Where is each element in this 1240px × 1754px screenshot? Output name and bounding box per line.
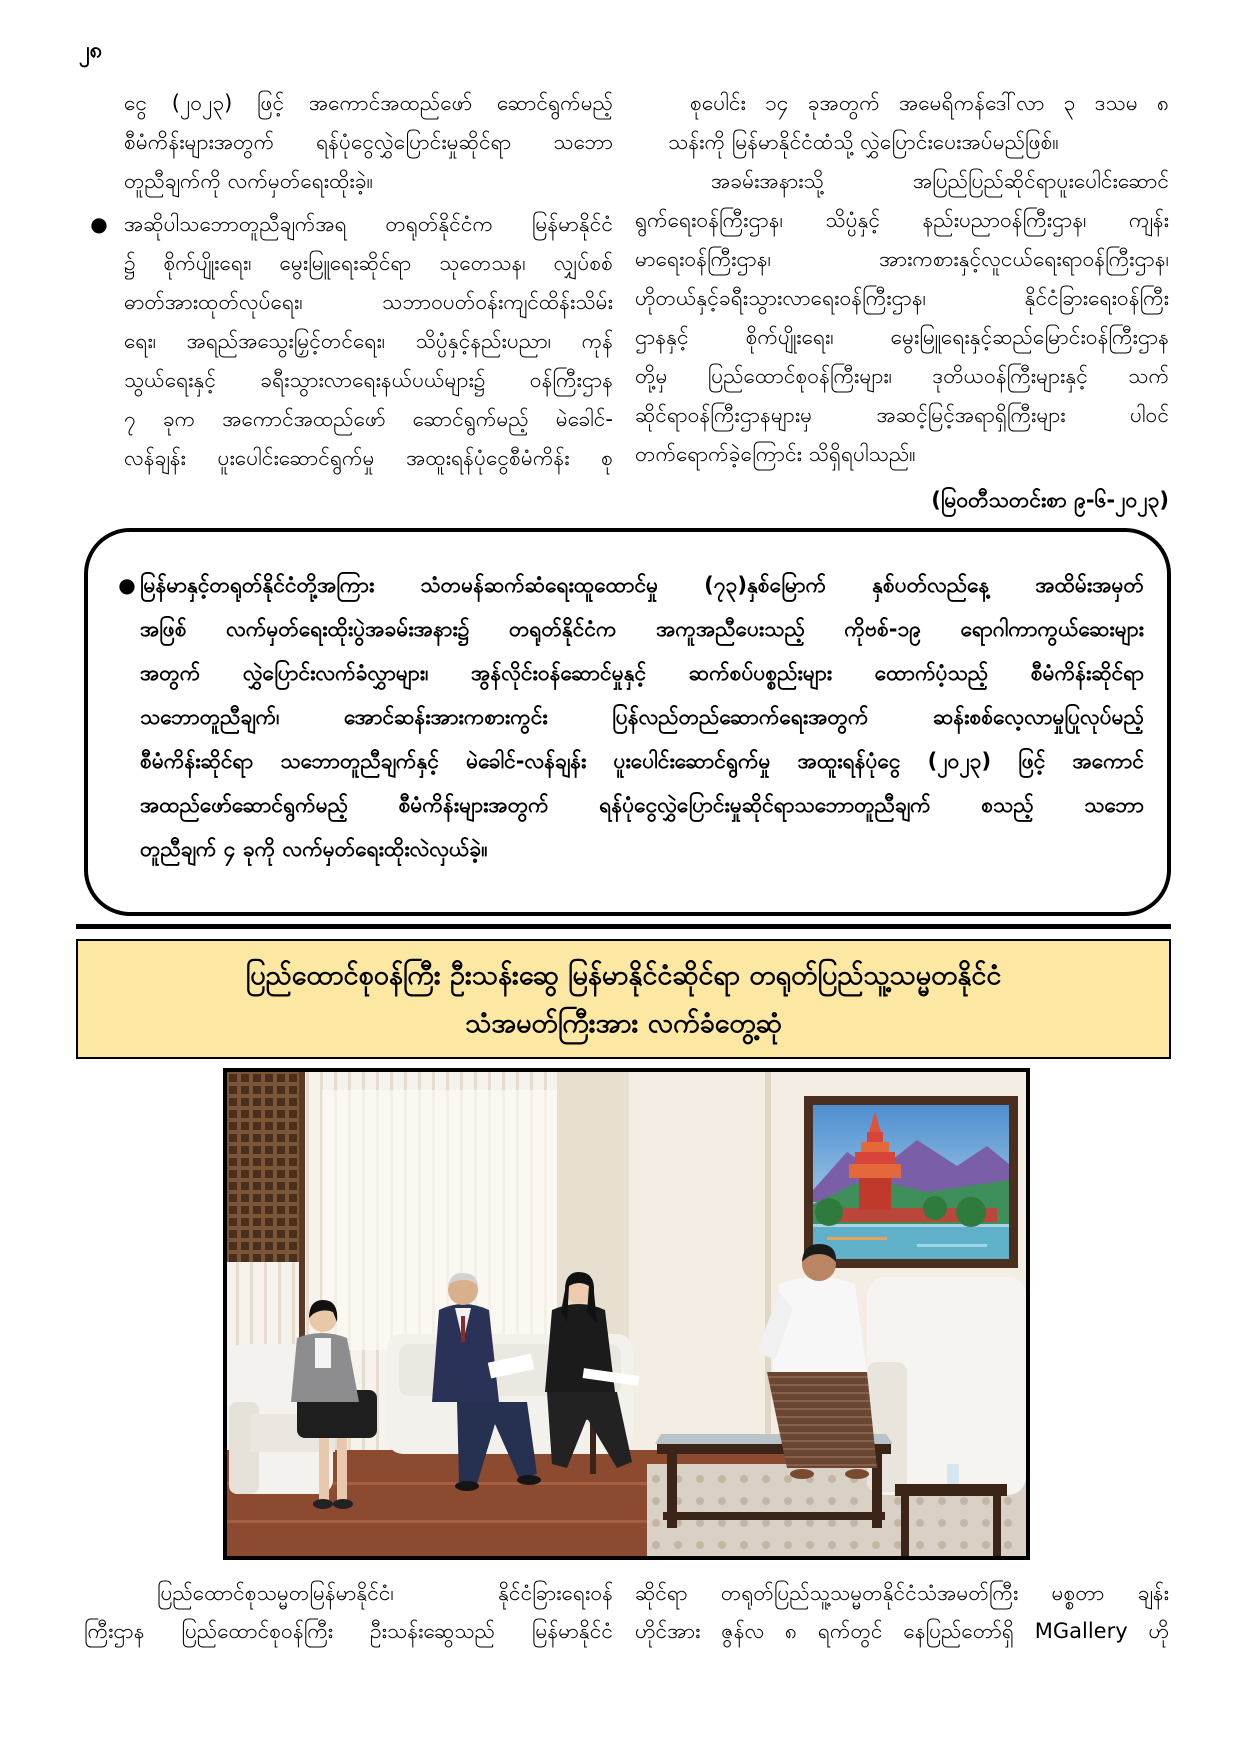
text-line: အဆိုပါသဘောတူညီချက်အရ တရုတ်နိုင်ငံက မြန်မာနိုင်ငံ <box>124 212 613 236</box>
caption-line: ကြီးဌာန ပြည်ထောင်စုဝန်ကြီး ဦးသန်းဆွေသည် မြန်မာနိုင်ငံ <box>84 1619 613 1643</box>
article-left-column <box>124 84 613 201</box>
caption-line: ဆိုင်ရာ တရုတ်ပြည်သူ့သမ္မတနိုင်ငံသံအမတ်ကြီး မစ္စတာ ချန်း <box>635 1581 1169 1605</box>
photo-caption-left <box>84 1574 613 1650</box>
text-line: အဖြစ် လက်မှတ်ရေးထိုးပွဲအခမ်းအနား၌ တရုတ်နိုင်ငံက အကူအညီပေးသည့် ကိုဗစ်-၁၉ ရောဂါကာကွယ်ဆေးများ <box>140 617 1144 641</box>
photo-painting <box>804 1096 1018 1268</box>
headline-line: သံအမတ်ကြီးအား လက်ခံတွေ့ဆုံ <box>465 1008 782 1039</box>
text-line: ၌ စိုက်ပျိုးရေး၊ မွေးမြူရေးဆိုင်ရာ သုတေသန၊ လျှပ်စစ် <box>124 251 613 275</box>
text-line: သဘောတူညီချက်၊ အောင်ဆန်းအားကစားကွင်း ပြန်လည်တည်ဆောက်ရေးအတွက် ဆန်းစစ်လေ့လာမှုပြုလုပ်မည့် <box>140 705 1144 729</box>
photo-caption-right <box>635 1574 1169 1650</box>
text-line: ရွက်ရေးဝန်ကြီးဌာန၊ သိပ္ပံနှင့် နည်းပညာဝန်ကြီးဌာန၊ ကျန်း <box>635 208 1169 232</box>
text-line: သွယ်ရေးနှင့် ခရီးသွားလာရေးနယ်ပယ်များ၌ ဝန်ကြီးဌာန <box>124 368 613 392</box>
text-line: ဟိုတယ်နှင့်ခရီးသွားလာရေးဝန်ကြီးဌာန၊ နိုင်ငံခြားရေးဝန်ကြီး <box>635 286 1169 310</box>
text-line: အထည်ဖော်ဆောင်ရွက်မည့် စီမံကိန်းများအတွက် ရန်ပုံငွေလွှဲပြောင်းမှုဆိုင်ရာသဘောတူညီချက် စသည့် သဘော <box>140 793 1144 817</box>
section-divider <box>76 924 1171 929</box>
text-line: စီမံကိန်းဆိုင်ရာ သဘောတူညီချက်နှင့် မဲခေါင်-လန်ချန်း ပူးပေါင်းဆောင်ရွက်မှု အထူးရန်ပုံငွေ (၂၀၂၃) ဖြင့် အကောင် <box>140 749 1144 773</box>
text-line: တူညီချက် ၄ ခုကို လက်မှတ်ရေးထိုးလဲလှယ်ခဲ့။ <box>140 837 488 861</box>
text-line: ဌာနနှင့် စိုက်ပျိုးရေး၊ မွေးမြူရေးနှင့်ဆည်မြောင်းဝန်ကြီးဌာန <box>635 325 1169 349</box>
bullet-marker: ● <box>90 212 108 236</box>
meeting-photo <box>223 1068 1030 1560</box>
highlight-box <box>84 528 1171 916</box>
article-bullet-item <box>124 205 613 478</box>
text-line: အခမ်းအနားသို့ အပြည်ပြည်ဆိုင်ရာပူးပေါင်းဆောင် <box>711 169 1169 193</box>
text-line: ဆိုင်ရာဝန်ကြီးဌာနများမှ အဆင့်မြင့်အရာရှိကြီးများ ပါဝင် <box>635 403 1169 427</box>
text-line: ၇ ခုက အကောင်အထည်ဖော် ဆောင်ရွက်မည့် မဲခေါင်- <box>124 407 613 431</box>
highlight-box-text <box>140 563 1144 871</box>
text-line: မာရေးဝန်ကြီးဌာန၊ အားကစားနှင့်လူငယ်ရေးရာဝန်ကြီးဌာန၊ <box>635 247 1169 271</box>
bullet-marker: ● <box>118 573 136 597</box>
caption-line: ပြည်ထောင်စုသမ္မတမြန်မာနိုင်ငံ၊ နိုင်ငံခြားရေးဝန် <box>157 1581 613 1605</box>
text-line: ဓာတ်အားထုတ်လုပ်ရေး၊ သဘာဝပတ်ဝန်းကျင်ထိန်းသိမ်း <box>124 290 613 314</box>
page-number: ၂၈ <box>79 38 103 63</box>
meeting-photo-image <box>227 1072 1026 1556</box>
source-credit: (မြဝတီသတင်းစာ ၉-၆-၂၀၂၃) <box>931 488 1169 512</box>
article-right-column-paragraph <box>635 162 1169 474</box>
text-line: ငွေ (၂၀၂၃) ဖြင့် အကောင်အထည်ဖော် ဆောင်ရွက်မည့် <box>124 91 613 115</box>
text-line: ရေး၊ အရည်အသွေးမြှင့်တင်ရေး၊ သိပ္ပံနှင့်နည်းပညာ၊ ကုန် <box>124 329 613 353</box>
text-line: သန်းကို မြန်မာနိုင်ငံထံသို့ လွှဲပြောင်းပေးအပ်မည်ဖြစ်။ <box>668 130 1059 154</box>
text-line: မြန်မာနှင့်တရုတ်နိုင်ငံတို့အကြား သံတမန်ဆက်ဆံရေးထူထောင်မှု (၇၃)နှစ်မြောက် နှစ်ပတ်လည်နေ့ အထိမ်းအမှတ် <box>140 573 1144 597</box>
text-line: တို့မှ ပြည်ထောင်စုဝန်ကြီးများ၊ ဒုတိယဝန်ကြီးများနှင့် သက် <box>635 364 1169 388</box>
caption-line: ဟိုင်အား ဇွန်လ ၈ ရက်တွင် နေပြည်တော်ရှိ MGallery ဟို <box>635 1619 1169 1643</box>
article-right-column-continued <box>668 84 1169 162</box>
text-line: စီမံကိန်းများအတွက် ရန်ပုံငွေလွှဲပြောင်းမှုဆိုင်ရာ သဘော <box>124 130 613 154</box>
text-line: လန်ချန်း ပူးပေါင်းဆောင်ရွက်မှု အထူးရန်ပုံငွေစီမံကိန်း စု <box>124 446 613 470</box>
headline-banner <box>76 939 1171 1059</box>
text-line: တူညီချက်ကို လက်မှတ်ရေးထိုးခဲ့။ <box>124 169 373 193</box>
text-line: တက်ရောက်ခဲ့ကြောင်း သိရှိရပါသည်။ <box>635 442 916 466</box>
text-line: အတွက် လွှဲပြောင်းလက်ခံလွှာများ၊ အွန်လိုင်းဝန်ဆောင်မှုနှင့် ဆက်စပ်ပစ္စည်းများ ထောက်ပံ့သည့် စီမံကိန်းဆိုင်ရာ <box>140 661 1144 685</box>
headline-line: ပြည်ထောင်စုဝန်ကြီး ဦးသန်းဆွေ မြန်မာနိုင်ငံဆိုင်ရာ တရုတ်ပြည်သူ့သမ္မတနိုင်ငံ <box>245 960 1002 991</box>
text-line: စုပေါင်း ၁၄ ခုအတွက် အမေရိကန်ဒေါ်လာ ၃ ဒသမ ၈ <box>690 91 1169 115</box>
